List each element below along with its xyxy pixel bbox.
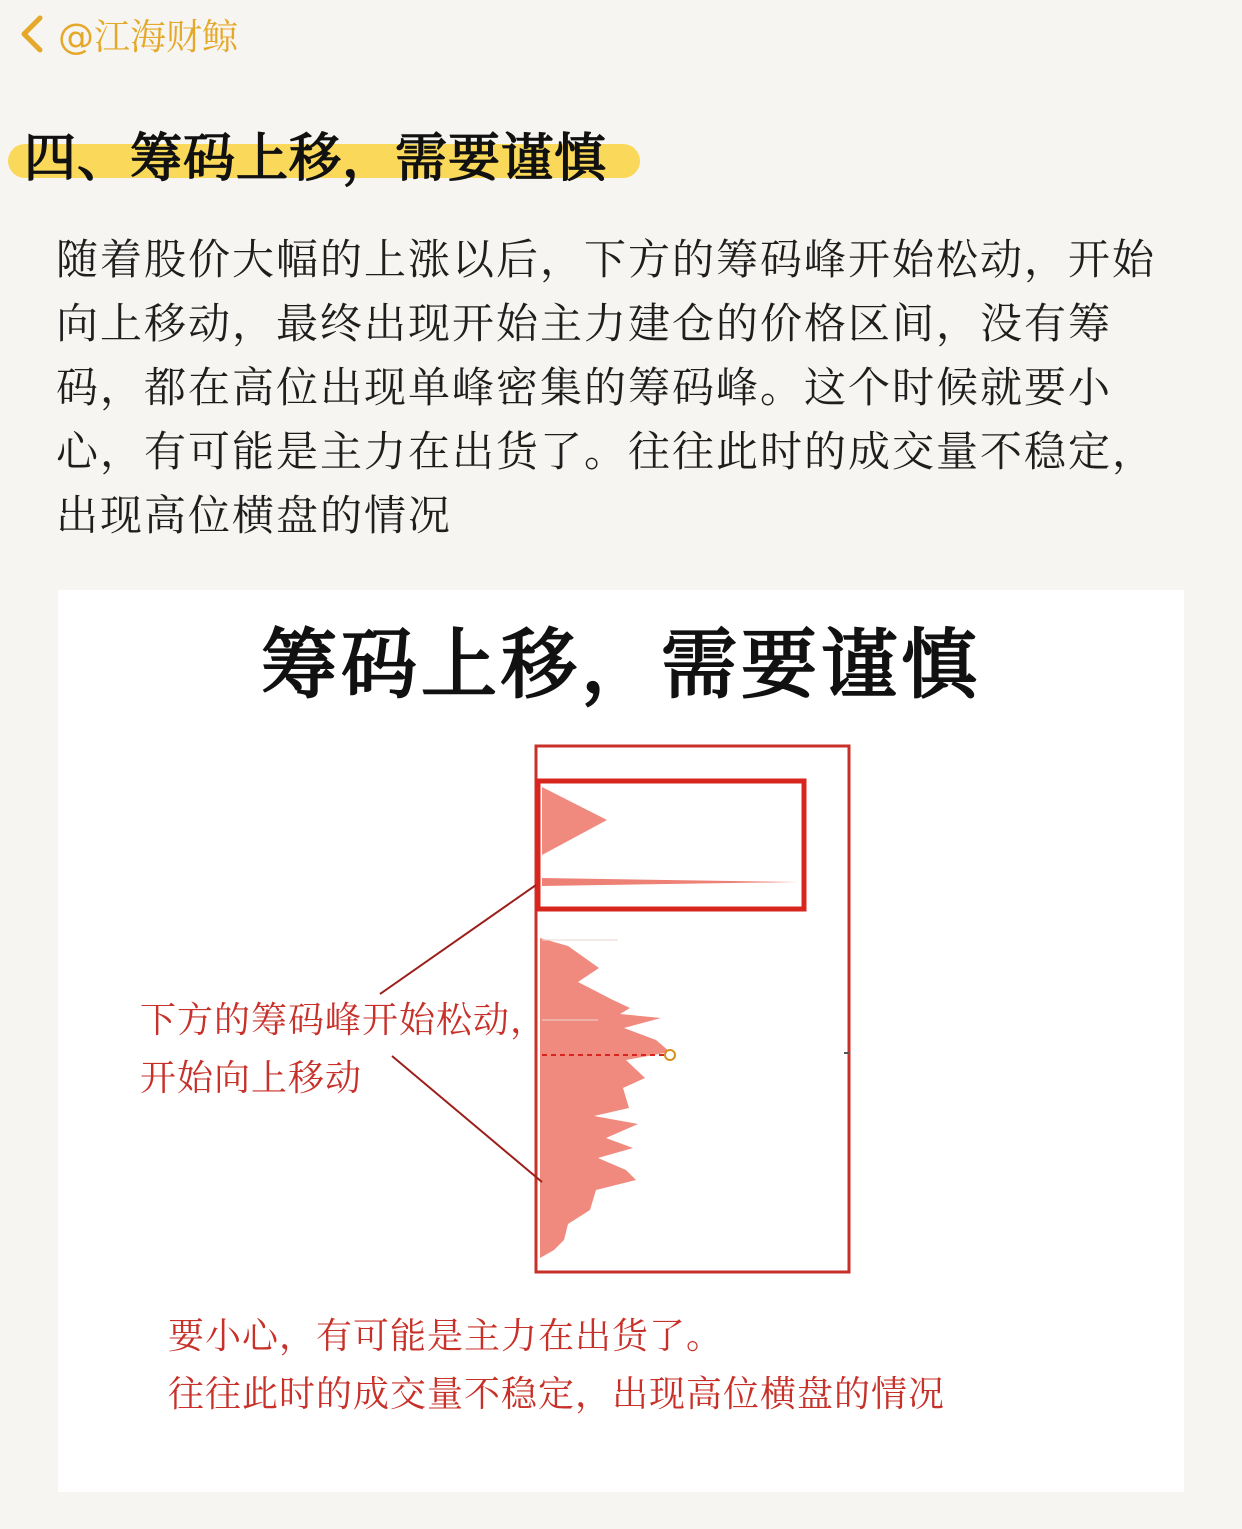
body-paragraph <box>56 228 1196 548</box>
upper-chip-line <box>542 878 798 886</box>
body-line: 随着股价大幅的上涨以后，下方的筹码峰开始松动，开始 <box>56 235 1157 284</box>
chip-distribution-figure <box>58 590 1184 1492</box>
upper-highlight-box <box>538 781 804 909</box>
account-name[interactable]: @江海财鲸 <box>58 16 239 58</box>
section-title: 四、筹码上移，需要谨慎 <box>24 129 608 189</box>
annotation-left-line: 开始向上移动 <box>140 1058 363 1099</box>
annotation-bottom-line: 往往此时的成交量不稳定，出现高位横盘的情况 <box>168 1374 946 1415</box>
upper-chip-peak <box>542 787 607 855</box>
figure-title: 筹码上移，需要谨慎 <box>261 620 981 709</box>
annotation-left <box>140 992 547 1108</box>
annotation-bottom <box>168 1308 945 1424</box>
header-bar <box>16 12 238 56</box>
cost-marker <box>665 1050 675 1060</box>
pointer-line-upper <box>380 885 536 994</box>
annotation-left-line: 下方的筹码峰开始松动， <box>140 1000 548 1041</box>
lower-chip-peaks <box>540 938 670 1258</box>
body-line: 向上移动，最终出现开始主力建仓的价格区间，没有筹 <box>56 299 1113 348</box>
body-line: 码，都在高位出现单峰密集的筹码峰。这个时候就要小 <box>56 363 1113 412</box>
chevron-left-icon[interactable] <box>16 14 50 54</box>
section-heading <box>8 116 640 189</box>
body-line: 出现高位横盘的情况 <box>56 491 453 540</box>
body-line: 心，有可能是主力在出货了。往往此时的成交量不稳定， <box>56 427 1157 476</box>
annotation-bottom-line: 要小心，有可能是主力在出货了。 <box>168 1316 724 1357</box>
